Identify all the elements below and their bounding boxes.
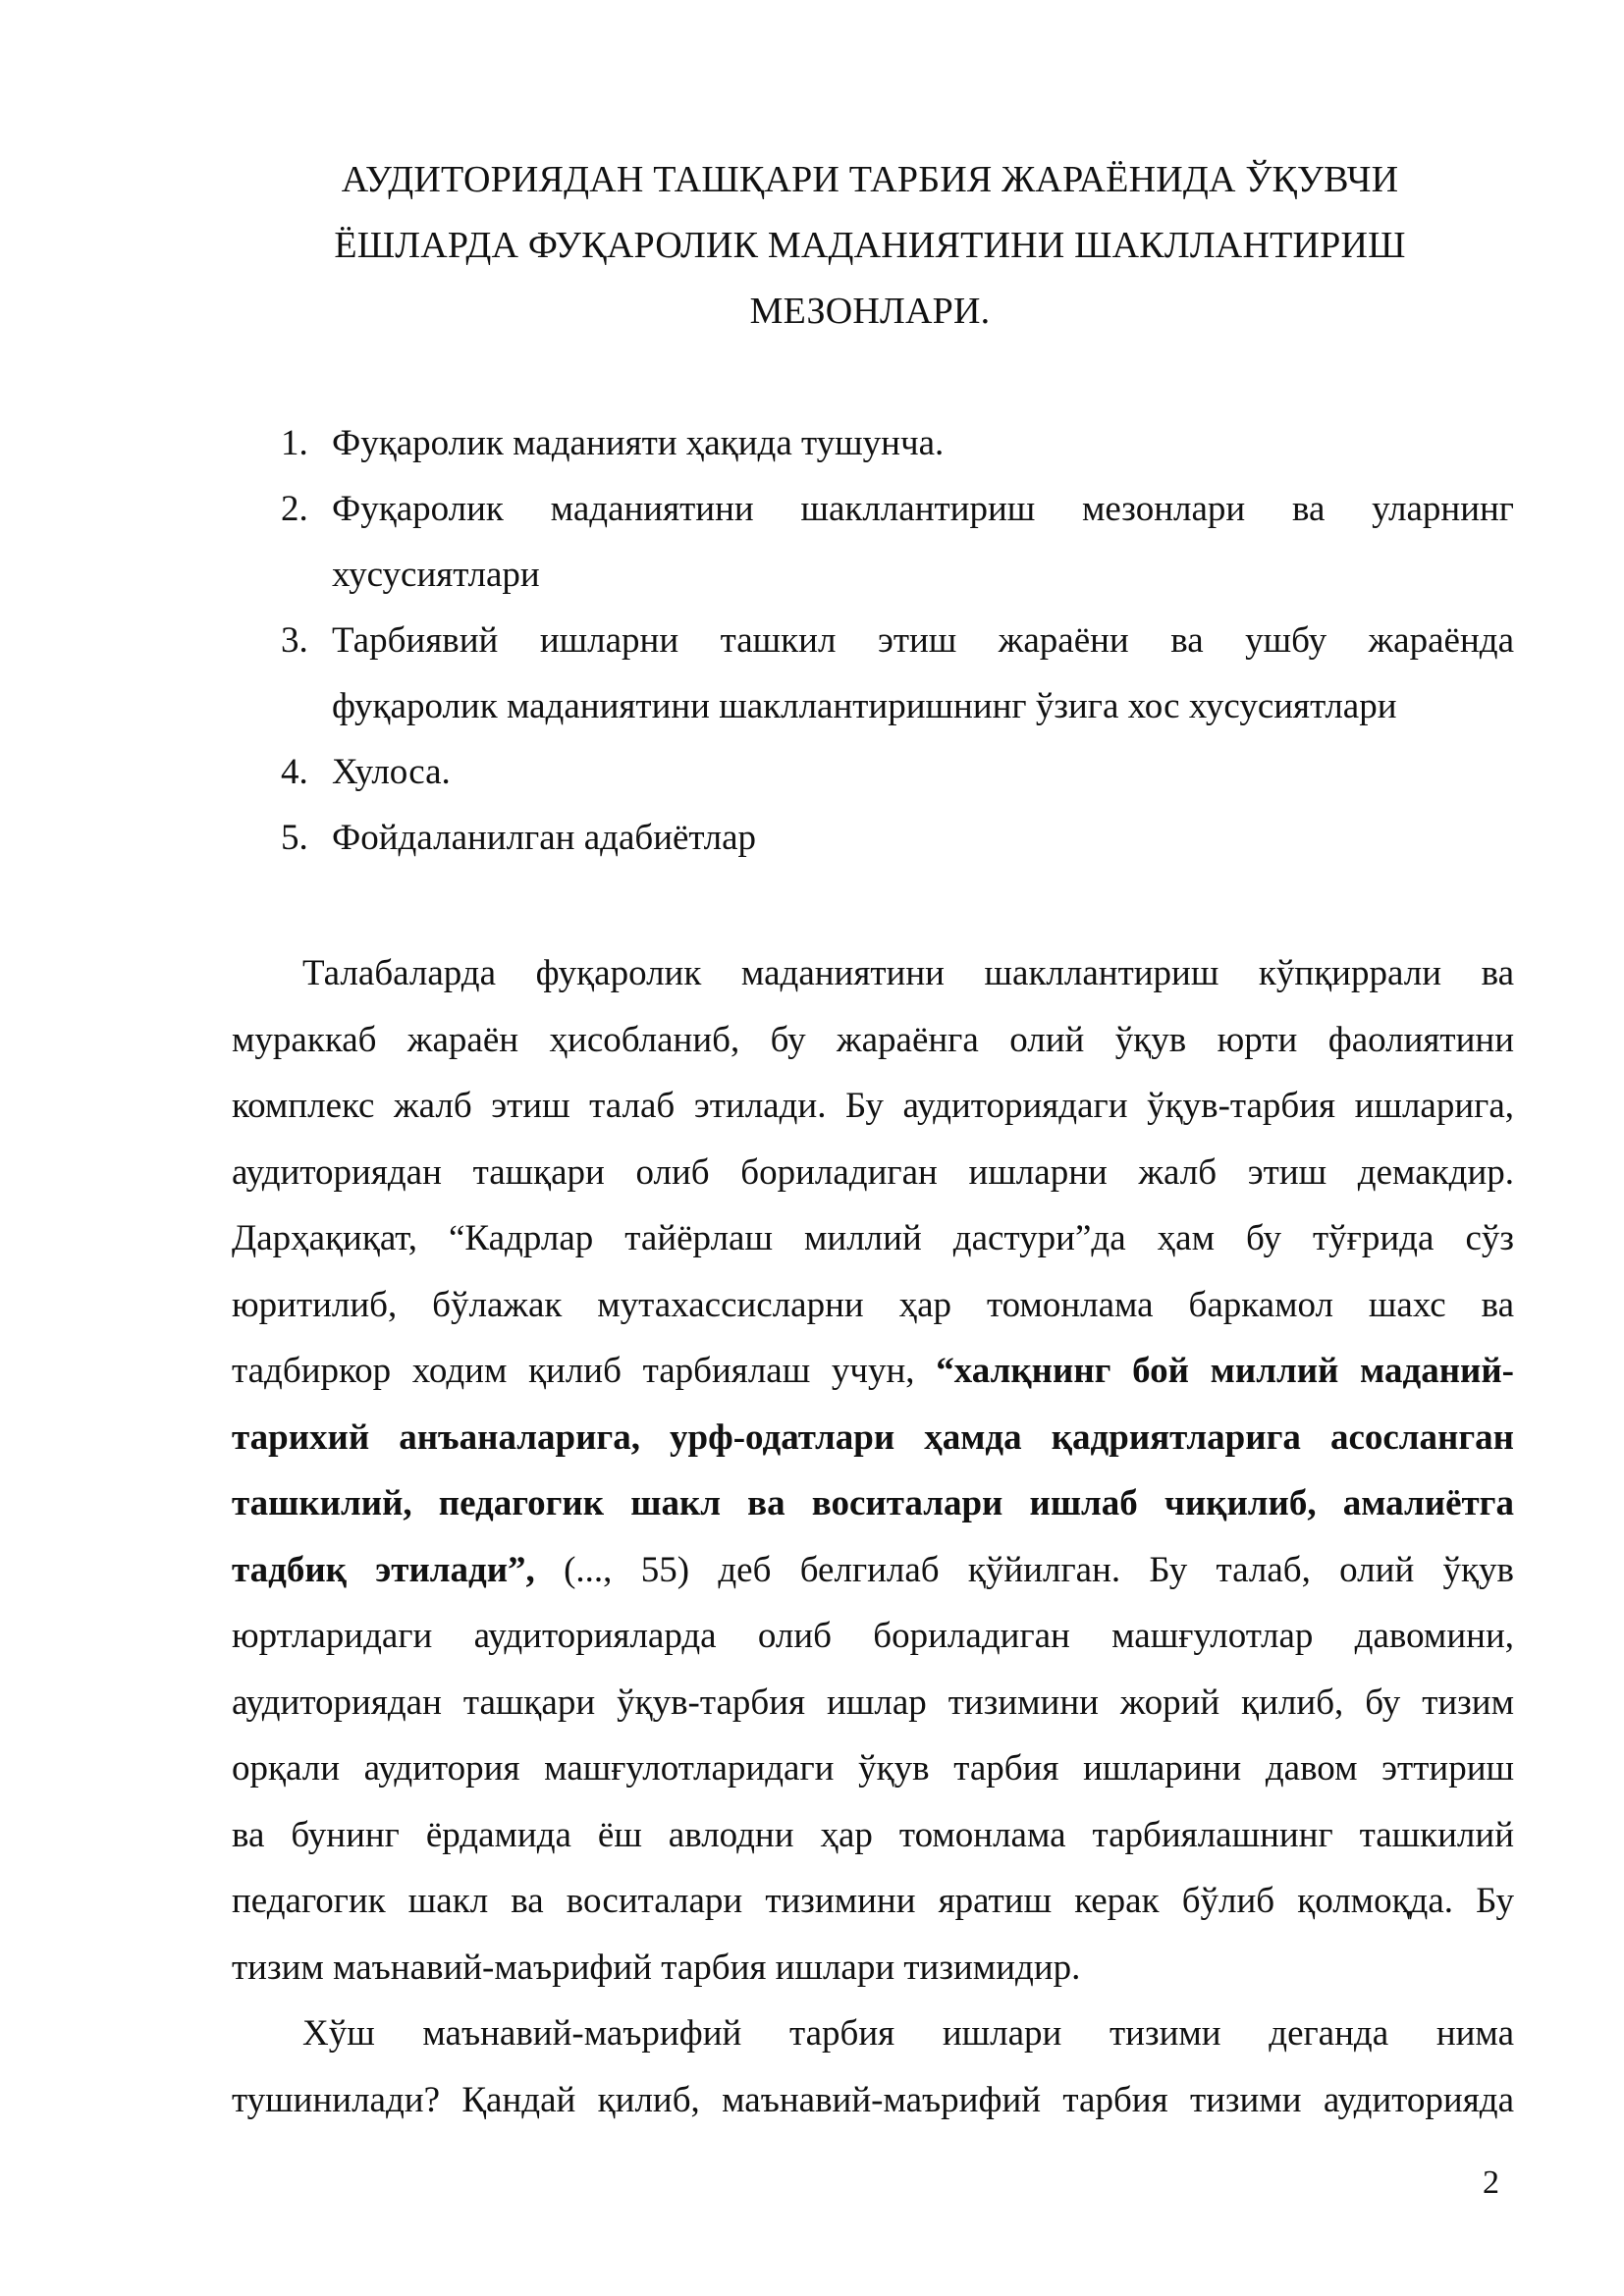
- paragraph-line: Хўш маънавий-маърифий тарбия ишлари тизими деганда нима: [302, 2013, 1514, 2054]
- toc-item-text: Тарбиявий ишларни ташкил этиш жараёни ва ушбу жараёнда: [332, 620, 1514, 661]
- table-of-contents: [281, 410, 1514, 871]
- toc-item: [281, 410, 1514, 476]
- toc-item-text: фуқаролик маданиятини шакллантиришнинг ўзига хос хусусиятлари: [332, 686, 1397, 726]
- toc-item-text: Фуқаролик маданияти ҳақида тушунча.: [332, 423, 945, 463]
- quoted-bold-line: ташкилий, педагогик шакл ва воситалари ишлаб чиқилиб, амалиётга: [232, 1483, 1514, 1523]
- toc-item-number: 1.: [281, 423, 308, 463]
- paragraph-line: педагогик шакл ва воситалари тизимини яратиш керак бўлиб қолмоқда. Бу: [232, 1881, 1514, 1921]
- paragraph-line: аудиториядан ташқари ўқув-тарбия ишлар тизимини жорий қилиб, бу тизим: [232, 1682, 1514, 1723]
- paragraph-line: мураккаб жараён ҳисобланиб, бу жараёнга олий ўқув юрти фаолиятини: [232, 1019, 1514, 1060]
- toc-item: [281, 608, 1514, 739]
- paragraph-line: юритилиб, бўлажак мутахассисларни ҳар томонлама баркамол шахс ва: [232, 1284, 1514, 1325]
- paragraph-line: Талабаларда фуқаролик маданиятини шакллантириш кўпқиррали ва: [302, 953, 1514, 993]
- toc-item: [281, 739, 1514, 805]
- paragraph-line: Дарҳақиқат, “Кадрлар тайёрлаш миллий дастури”да ҳам бу тўғрида сўз: [232, 1218, 1514, 1258]
- toc-item-text: Фойдаланилган адабиётлар: [332, 818, 757, 858]
- title-line-1: АУДИТОРИЯДАН ТАШҚАРИ ТАРБИЯ ЖАРАЁНИДА ЎҚУВЧИ: [341, 159, 1399, 200]
- quoted-bold-line: тарихий анъаналарига, урф-одатлари ҳамда қадриятларига асосланган: [232, 1416, 1514, 1458]
- toc-item-number: 3.: [281, 620, 308, 661]
- citation-text: (..., 55) деб белгилаб қўйилган. Бу талаб, олий ўқув: [534, 1549, 1514, 1590]
- body-text: [232, 940, 1514, 2133]
- toc-item-text: хусусиятлари: [332, 555, 540, 595]
- paragraph-line: тушинилади? Қандай қилиб, маънавий-маърифий тарбия тизими аудиторияда: [232, 2079, 1514, 2120]
- quoted-bold-text: “халқнинг бой миллий маданий-: [936, 1351, 1514, 1391]
- toc-item: [281, 476, 1514, 608]
- paragraph-line: тизим маънавий-маърифий тарбия ишлари тизимидир.: [232, 1947, 1081, 1988]
- toc-item-number: 5.: [281, 818, 308, 858]
- paragraph-line: [232, 1537, 1514, 1604]
- title-line-3: МЕЗОНЛАРИ.: [749, 291, 991, 332]
- paragraph-line: аудиториядан ташқари олиб бориладиган ишларни жалб этиш демакдир.: [232, 1151, 1514, 1193]
- paragraph-line: юртларидаги аудиторияларда олиб бориладиган машғулотлар давомини,: [232, 1616, 1514, 1656]
- quoted-bold-text: тадбиқ этилади”,: [232, 1549, 535, 1590]
- toc-item-number: 4.: [281, 752, 308, 792]
- plain-text: тадбиркор ходим қилиб тарбиялаш учун,: [232, 1351, 937, 1391]
- toc-item-text: Хулоса.: [332, 752, 451, 792]
- title-line-2: ЁШЛАРДА ФУҚАРОЛИК МАДАНИЯТИНИ ШАКЛЛАНТИРИШ: [334, 225, 1406, 266]
- document-title: [232, 147, 1508, 345]
- paragraph-line: ва бунинг ёрдамида ёш авлодни ҳар томонлама тарбиялашнинг ташкилий: [232, 1814, 1514, 1855]
- page-number: 2: [1483, 2164, 1499, 2201]
- paragraph-line: комплекс жалб этиш талаб этилади. Бу аудиториядаги ўқув-тарбия ишларига,: [232, 1086, 1514, 1126]
- toc-item: [281, 805, 1514, 871]
- toc-item-number: 2.: [281, 489, 308, 529]
- toc-item-text: Фуқаролик маданиятини шакллантириш мезонлари ва уларнинг: [332, 489, 1514, 529]
- paragraph-line: [232, 1338, 1514, 1405]
- paragraph-line: орқали аудитория машғулотларидаги ўқув тарбия ишларини давом эттириш: [232, 1748, 1514, 1789]
